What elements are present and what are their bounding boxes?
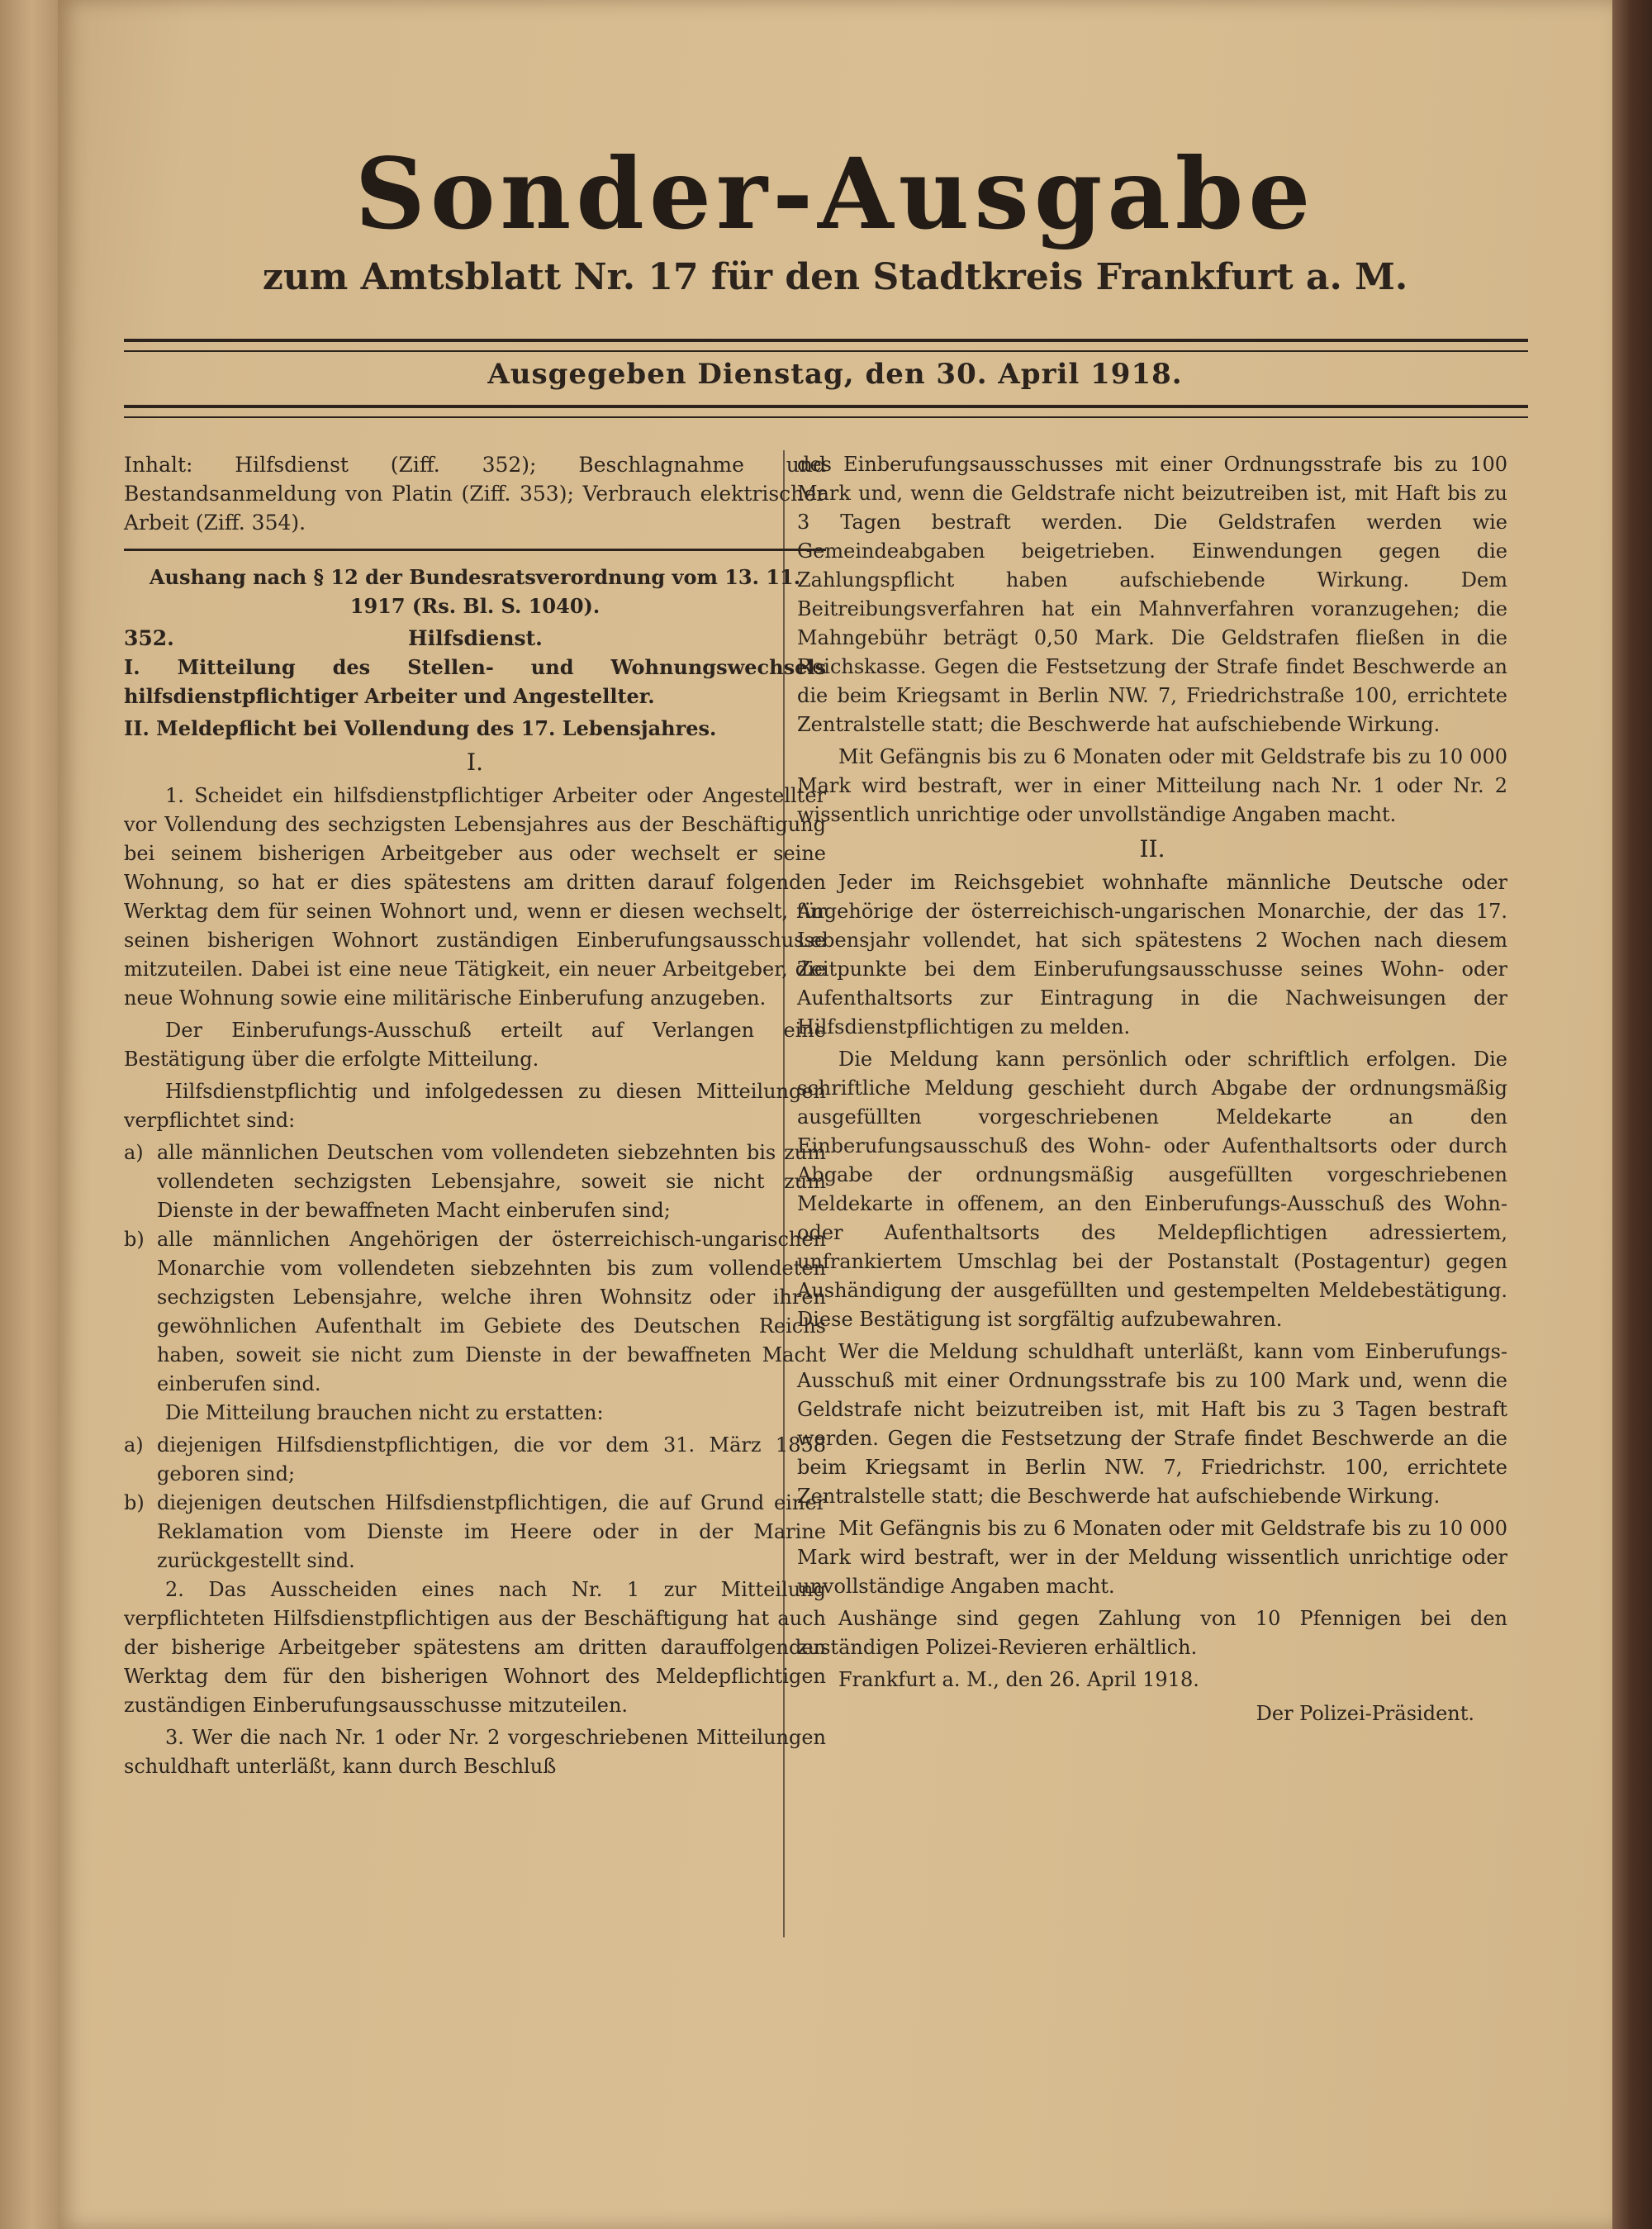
paragraph: Hilfsdienstpflichtig und infolgedessen zu diesen Mitteilungen verpflichtet sind: bbox=[124, 1080, 826, 1132]
notice-reference: Aushang nach § 12 der Bundesratsverordnung vom 13. 11. 1917 (Rs. Bl. S. 1040). bbox=[149, 565, 801, 618]
part-ii-numeral: II. bbox=[1139, 835, 1165, 863]
paragraph: Aushänge sind gegen Zahlung von 10 Pfennigen bei den zuständigen Polizei-Revieren erhältlich. bbox=[797, 1607, 1507, 1659]
section-number: 352. bbox=[124, 626, 174, 650]
paragraph: Die Mitteilung brauchen nicht zu erstatten: bbox=[165, 1401, 604, 1424]
header-rule-top bbox=[124, 339, 1528, 352]
masthead bbox=[58, 136, 1612, 298]
left-column bbox=[124, 450, 826, 1785]
paragraph: 3. Wer die nach Nr. 1 oder Nr. 2 vorgeschriebenen Mitteilungen schuldhaft unterläßt, kann durch Beschluß bbox=[124, 1726, 826, 1778]
list-text: diejenigen deutschen Hilfsdienstpflichtigen, die auf Grund einer Reklamation vom Dienste im Heere oder in der Marine zurückgestellt sind. bbox=[157, 1491, 826, 1572]
paragraph: Der Einberufungs-Ausschuß erteilt auf Verlangen eine Bestätigung über die erfolgte Mitteilung. bbox=[124, 1019, 826, 1071]
list-text: alle männlichen Deutschen vom vollendeten siebzehnten bis zum vollendeten sechzigsten Lebensjahre, soweit sie nicht zum Dienste in der bewaffneten Macht einberufen sind; bbox=[157, 1141, 826, 1222]
signature: Der Polizei-Präsident. bbox=[1256, 1702, 1474, 1725]
right-column bbox=[797, 450, 1507, 1732]
document-title: Sonder-Ausgabe bbox=[354, 136, 1316, 251]
book-spine bbox=[0, 0, 58, 2229]
contents-rule bbox=[124, 549, 826, 551]
paragraph: Die Meldung kann persönlich oder schriftlich erfolgen. Die schriftliche Meldung geschieht durch Abgabe der ordnungsmäßig ausgefüllten vorgeschriebenen Meldekarte an den Einberufungsausschuß des Wohn- oder Aufenthaltsorts oder durch Abgabe der ordnungsmäßig ausgefüllten vorgeschriebenen Meldekarte in offenem, an den Einberufungs-Ausschuß des Wohn- oder Aufenthaltsorts des Meldepflichtigen adressiertem, unfrankiertem Umschlag bei der Postanstalt (Postagentur) gegen Aushändigung der ausgefüllten und gestempelten Meldebestätigung. Diese Bestätigung ist sorgfältig aufzubewahren. bbox=[797, 1048, 1507, 1331]
list-text: alle männlichen Angehörigen der österreichisch-ungarischen Monarchie vom vollendeten siebzehnten bis zum vollendeten sechzigsten Lebensjahre, welche ihren Wohnsitz oder ihren gewöhnlichen Aufenthalt im Gebiete des Deutschen Reichs haben, soweit sie nicht zum Dienste in der bewaffneten Macht einberufen sind. bbox=[157, 1228, 826, 1395]
heading-i: I. Mitteilung des Stellen- und Wohnungswechsels hilfsdienstpflichtiger Arbeiter und Angestellter. bbox=[124, 655, 826, 708]
paragraph: Jeder im Reichsgebiet wohnhafte männliche Deutsche oder Angehörige der österreichisch-ungarischen Monarchie, der das 17. Lebensjahr vollendet, hat sich spätestens 2 Wochen nach diesem Zeitpunkte bei dem Einberufungsausschusse seines Wohn- oder Aufenthaltsorts zur Eintragung in die Nachweisungen der Hilfsdienstpflichtigen zu melden. bbox=[797, 871, 1507, 1038]
list-item bbox=[124, 1489, 826, 1576]
header-rule-bottom bbox=[124, 405, 1528, 418]
place-date: Frankfurt a. M., den 26. April 1918. bbox=[838, 1668, 1199, 1691]
list-label: b) bbox=[124, 1228, 145, 1251]
part-i-numeral: I. bbox=[467, 749, 483, 776]
section-heading bbox=[124, 624, 826, 653]
list-item bbox=[124, 1431, 826, 1489]
document-subtitle: zum Amtsblatt Nr. 17 für den Stadtkreis Frankfurt a. M. bbox=[262, 255, 1408, 298]
issue-date: Ausgegeben Dienstag, den 30. April 1918. bbox=[487, 358, 1183, 391]
paragraph: Mit Gefängnis bis zu 6 Monaten oder mit Geldstrafe bis zu 10 000 Mark wird bestraft, wer in einer Mitteilung nach Nr. 1 oder Nr. 2 wissentlich unrichtige oder unvollständige Angaben macht. bbox=[797, 745, 1507, 826]
section-title: Hilfsdienst. bbox=[408, 626, 543, 650]
heading-ii: II. Meldepflicht bei Vollendung des 17. Lebensjahres. bbox=[124, 716, 717, 740]
paragraph: Wer die Meldung schuldhaft unterläßt, kann vom Einberufungs-Ausschuß mit einer Ordnungsstrafe bis zu 100 Mark und, wenn die Geldstrafe nicht beizutreiben ist, mit Haft bis zu 3 Tagen bestraft werden. Gegen die Festsetzung der Strafe findet Beschwerde an die beim Kriegsamt in Berlin NW. 7, Friedrichstr. 100, errichtete Zentralstelle statt; die Beschwerde hat aufschiebende Wirkung. bbox=[797, 1340, 1507, 1508]
contents-summary: Inhalt: Hilfsdienst (Ziff. 352); Beschlagnahme und Bestandsanmeldung von Platin (Ziff. 353); Verbrauch elektrischer Arbeit (Ziff. 354). bbox=[124, 453, 826, 535]
paragraph: Mit Gefängnis bis zu 6 Monaten oder mit Geldstrafe bis zu 10 000 Mark wird bestraft, wer in der Meldung wissentlich unrichtige oder unvollständige Angaben macht. bbox=[797, 1517, 1507, 1598]
list-item bbox=[124, 1138, 826, 1225]
paragraph: des Einberufungsausschusses mit einer Ordnungsstrafe bis zu 100 Mark und, wenn die Geldstrafe nicht beizutreiben ist, mit Haft bis zu 3 Tagen bestraft werden. Die Geldstrafen werden wie Gemeindeabgaben beigetrieben. Einwendungen gegen die Zahlungspflicht haben aufschiebende Wirkung. Dem Beitreibungsverfahren hat ein Mahnverfahren voranzugehen; die Mahngebühr beträgt 0,50 Mark. Die Geldstrafen fließen in die Reichskasse. Gegen die Festsetzung der Strafe findet Beschwerde an die beim Kriegsamt in Berlin NW. 7, Friedrichstraße 100, errichtete Zentralstelle statt; die Beschwerde hat aufschiebende Wirkung. bbox=[797, 453, 1507, 736]
document-page bbox=[58, 0, 1612, 2229]
list-label: b) bbox=[124, 1491, 145, 1514]
paragraph: 2. Das Ausscheiden eines nach Nr. 1 zur Mitteilung verpflichteten Hilfsdienstpflichtigen aus der Beschäftigung hat auch der bisherige Arbeitgeber spätestens am dritten darauffolgenden Werktag dem für den bisherigen Wohnort des Meldepflichtigen zuständigen Einberufungsausschusse mitzuteilen. bbox=[124, 1578, 826, 1717]
list-text: diejenigen Hilfsdienstpflichtigen, die vor dem 31. März 1858 geboren sind; bbox=[157, 1433, 826, 1485]
book-binding-edge bbox=[1612, 0, 1652, 2229]
list-label: a) bbox=[124, 1433, 144, 1457]
list-label: a) bbox=[124, 1141, 144, 1164]
list-item bbox=[124, 1225, 826, 1399]
paragraph: 1. Scheidet ein hilfsdienstpflichtiger Arbeiter oder Angestellter vor Vollendung des sechzigsten Lebensjahres aus der Beschäftigung bei seinem bisherigen Arbeitgeber aus oder wechselt er seine Wohnung, so hat er dies spätestens am dritten darauf folgenden Werktag dem für seinen Wohnort und, wenn er diesen wechselt, für seinen bisherigen Wohnort zuständigen Einberufungsausschusse mitzuteilen. Dabei ist eine neue Tätigkeit, ein neuer Arbeitgeber, die neue Wohnung sowie eine militärische Einberufung anzugeben. bbox=[124, 784, 826, 1010]
